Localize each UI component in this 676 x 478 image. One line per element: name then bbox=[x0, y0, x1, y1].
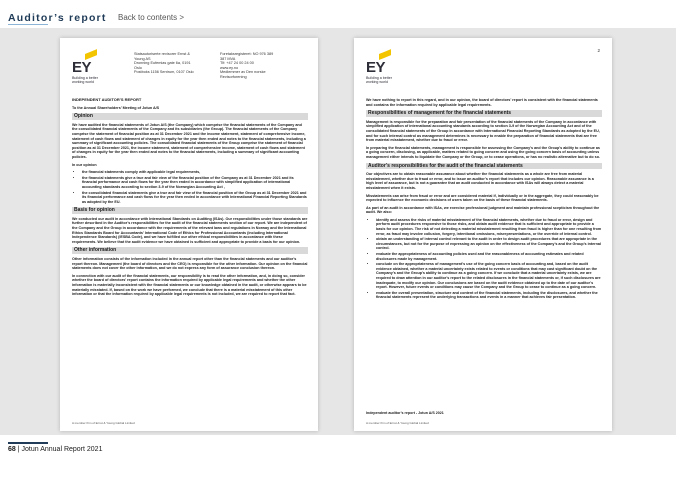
back-to-contents-link[interactable]: Back to contents > bbox=[118, 13, 185, 22]
list-item: • identify and assess the risks of material misstatement of the financial statements, whether due to fraud or error, design and perform audit procedures responsive to those risks, and obtain audit evidence that is sufficient and appropriate to provide a basis for our opinion. The risk of not detecting a material misstatement resulting from fraud is higher than for one resulting from error, as fraud may involve collusion, forgery, intentional omissions, misrepresentations, or the override of internal control. bbox=[376, 218, 602, 236]
opinion-paragraph: We have audited the financial statements of Jotun A/S (the Company) which comprise the financial statements of the Company and the consolidated financial statements of the Company and its subsidiaries (the Group). The financial statements of the Company comprise the statement of financial position as at 31 December 2021 and the income statement, statement of comprehensive income, statement of cash flows and statement of changes in equity for the year then ended and notes to the financial statements, including a summary of significant accounting policies. The consolidated financial statements of the Group comprise the statement of financial position as at 31 December 2021, the income statement, statement of comprehensive income, statement of cash flows and statement of changes in equity for the year then ended and notes to the financial statements, including a summary of significant accounting policies. bbox=[72, 122, 306, 159]
page-footnote: A member firm of Ernst & Young Global Limited bbox=[72, 421, 135, 425]
auditor-paragraph-1: Our objectives are to obtain reasonable assurance about whether the financial statements as a whole are free from material misstatement, whether due to fraud or error, and to issue an auditor’s report that includes our opinion. Reasonable assurance is a high level of assurance, but is not a guarantee that an audit conducted in accordance with ISAs will always detect a material misstatement when it exists. bbox=[366, 172, 594, 190]
document-viewer[interactable] bbox=[0, 28, 676, 435]
auditor-paragraph-3: As part of an audit in accordance with ISAs, we exercise professional judgment and maintain professional scepticism throughout the audit. We also: bbox=[366, 205, 600, 215]
title-underline bbox=[8, 24, 48, 25]
report-page-1 bbox=[60, 38, 318, 431]
list-item: • obtain an understanding of internal control relevant to the audit in order to design audit procedures that are appropriate in the circumstances, but not for the purpose of expressing an opinion on the effectiveness of the Company’s and the Group’s internal control. bbox=[376, 237, 602, 251]
list-item: • the financial statements comply with applicable legal requirements, bbox=[82, 170, 308, 175]
footer-separator: | bbox=[17, 446, 22, 453]
report-heading: INDEPENDENT AUDITOR’S REPORT bbox=[72, 97, 142, 102]
firm-address: Statsautoriserte revisorer Ernst & Young AS Dronning Eufemias gate 6a, 0191 Oslo Postboks 1156 Sentrum, 0107 Oslo bbox=[134, 52, 194, 75]
running-footer: Independent auditor’s report - Jotun A/S 2021 bbox=[366, 411, 444, 415]
footer-publication: Jotun Annual Report 2021 bbox=[21, 446, 103, 453]
page-footer bbox=[8, 446, 102, 453]
other-info-paragraph-1: Other information consists of the information included in the annual report other than the financial statements and our auditor’s report thereon. Management (the board of directors and the CEO) is responsible for the other information. Our opinion on the financial statements does not cover the other information, and we do not express any form of assurance conclusion thereon. bbox=[72, 257, 308, 271]
list-item: • the financial statements give a true and fair view of the financial position of the Company as at 31 December 2021 and its financial performance and cash flows for the year then ended in accordance with simplified application of international accounting standards according to section 3-9 of the Norwegian Accounting Act , bbox=[82, 176, 308, 190]
section-title-auditor-responsibilities: Auditor’s responsibilities for the audit of the financial statements bbox=[366, 163, 602, 170]
section-title-other-information: Other information bbox=[72, 247, 308, 254]
ey-logo-text: EY bbox=[366, 59, 386, 76]
list-item: • conclude on the appropriateness of management’s use of the going concern basis of accounting and, based on the audit evidence obtained, whether a material uncertainty exists related to events or conditions that may cast significant doubt on the Company’s and the Group’s ability to continue as a going concern. If we conclude that a material uncertainty exists, we are required to draw attention in our auditor’s report to the related disclosures in the financial statements or, if such disclosures are inadequate, to modify our opinion. Our conclusions are based on the audit evidence obtained up to the date of our auditor’s report. However, future events or conditions may cause the Company and the Group to cease to continue as a going concern. bbox=[376, 262, 602, 290]
auditor-list bbox=[366, 218, 602, 300]
opinion-list bbox=[72, 170, 308, 204]
report-page-2 bbox=[354, 38, 612, 431]
ey-logo-text: EY bbox=[72, 59, 92, 76]
opinion-intro: In our opinion bbox=[72, 162, 97, 167]
firm-registration: Foretaksregisteret: NO 976 389 387 MVA Tlf: +47 24 00 24 00 www.ey.no Medlemmer av Den norske Revisorforening bbox=[220, 52, 274, 79]
section-title-management-responsibilities: Responsibilities of management for the financial statements bbox=[366, 110, 602, 117]
footer-page-number: 68 bbox=[8, 446, 16, 453]
auditor-paragraph-2: Misstatements can arise from fraud or error and are considered material if, individually or in the aggregate, they could reasonably be expected to influence the economic decisions of users taken on the basis of these financial statements. bbox=[366, 193, 599, 203]
list-item: • the consolidated financial statements give a true and fair view of the financial position of the Group as at 31 December 2021 and its financial performance and cash flows for the year then ended in accordance with International Financial Reporting Standards as adopted by the EU. bbox=[82, 191, 308, 205]
list-item: • evaluate the overall presentation, structure and content of the financial statements, including the disclosures, and whether the financial statements represent the underlying transactions and events in a manner that achieves fair presentation. bbox=[376, 291, 602, 300]
intro-paragraph: We have nothing to report in this regard, and in our opinion, the board of directors’ report is consistent with the financial statements and contains the information required by applicable legal requirements. bbox=[366, 98, 598, 107]
footer-rule bbox=[8, 442, 48, 444]
ey-logo-tagline: Building a better working world bbox=[366, 76, 392, 84]
other-info-paragraph-2: In connection with our audit of the financial statements, our responsibility is to read the other information, and, in doing so, consider whether the board of directors’ report contains the information required by applicable legal requirements and whether the other information is materially inconsistent with the financial statements or our knowledge obtained in the audit, or otherwise appears to be materially misstated. If, based on the work we have performed, we conclude that there is a material misstatement of this other information or that the information required by applicable legal requirements is not included, we are required to report that fact. bbox=[72, 273, 307, 297]
report-body-left bbox=[72, 98, 308, 300]
section-title-opinion: Opinion bbox=[72, 113, 308, 120]
management-paragraph-2: In preparing the financial statements, management is responsible for assessing the Company’s and the Group’s ability to continue as a going concern, disclosing, as applicable, matters related to going concern and using the going concern basis of accounting unless management either intends to liquidate the Company or the Group, or to cease operations, or has no realistic alternative but to do so. bbox=[366, 145, 600, 159]
list-item: • evaluate the appropriateness of accounting policies used and the reasonableness of accounting estimates and related disclosures made by management. bbox=[376, 252, 602, 261]
report-addressee: To the Annual Shareholders’ Meeting of Jotun A/S bbox=[72, 105, 160, 110]
ey-logo-tagline: Building a better working world bbox=[72, 76, 98, 84]
report-body-right bbox=[366, 98, 602, 303]
basis-paragraph: We conducted our audit in accordance with International Standards on Auditing (ISAs). Our responsibilities under those standards are further described in the Auditor’s responsibilities for the audit of the financial statements section of our report. We are independent of the Company and the Group in accordance with the requirements of the relevant laws and regulations in Norway and the International Ethics Standards Board for Accountants’ International Code of Ethics for Professional Accountants (including International Independence Standards) (IESBA Code), and we have fulfilled our other ethical responsibilities in accordance with these requirements. We believe that the audit evidence we have obtained is sufficient and appropriate to provide a basis for our opinion. bbox=[72, 216, 308, 244]
page-footnote: A member firm of Ernst & Young Global Limited bbox=[366, 421, 429, 425]
section-title-basis: Basis for opinion bbox=[72, 207, 308, 214]
report-page-number: 2 bbox=[597, 48, 600, 53]
page-title: Auditor’s report bbox=[8, 12, 107, 24]
management-paragraph-1: Management is responsible for the preparation and fair presentation of the financial statements of the Company in accordance with simplified application of international accounting standards according to section 3-9 of the Norwegian Accounting Act and of the consolidated financial statements of the Group in accordance with International Financial Reporting Standards as adopted by the EU, and for such internal control as management determines is necessary to enable the preparation of financial statements that are free from material misstatement, whether due to fraud or error. bbox=[366, 119, 600, 143]
